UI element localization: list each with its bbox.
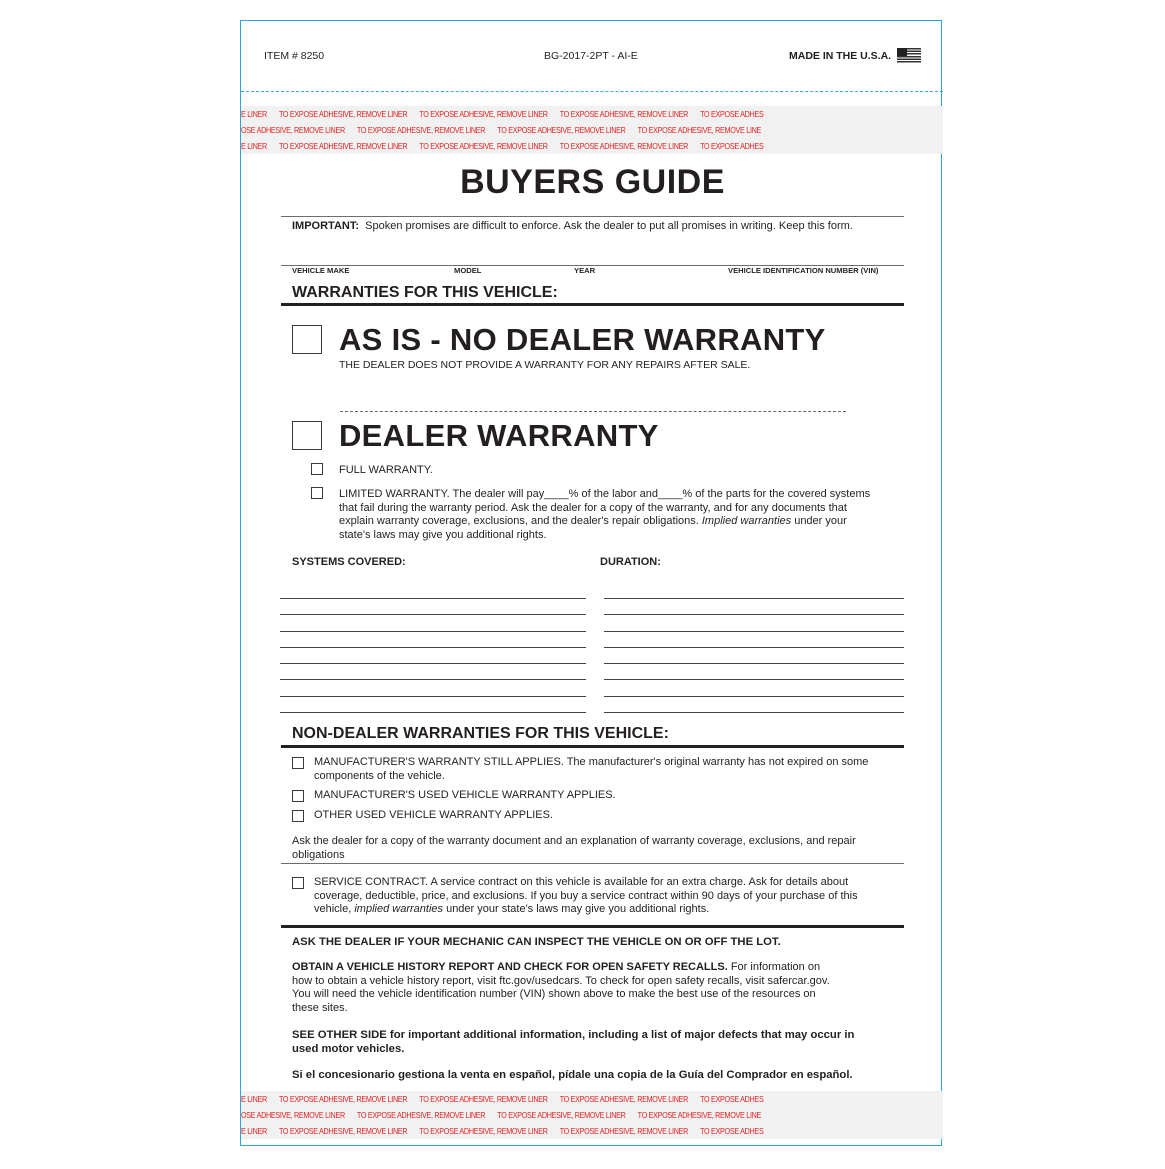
liner-row: OSE ADHESIVE, REMOVE LINER TO EXPOSE ADHESIVE, REMOVE LINER TO EXPOSE ADHESIVE, REMOVE LINER TO EXPOSE ADHESIVE, REMOVE LINE xyxy=(241,1110,762,1120)
as-is-checkbox[interactable] xyxy=(292,325,322,354)
other-used-warranty-text: OTHER USED VEHICLE WARRANTY APPLIES. xyxy=(314,809,554,821)
divider-thick xyxy=(281,303,904,306)
systems-covered-line[interactable] xyxy=(280,696,586,697)
vehicle-history-notice: OBTAIN A VEHICLE HISTORY REPORT AND CHECK FOR OPEN SAFETY RECALLS. For information on how to obtain a vehicle history report, visit ftc.gov/usedcars. To check for open safety recalls, visit safercar.gov. You will need the vehicle identification number (VIN) shown above to make the best use of the resources on these sites. xyxy=(292,961,830,1014)
page-title: BUYERS GUIDE xyxy=(460,163,725,201)
duration-line[interactable] xyxy=(604,696,904,697)
systems-covered-line[interactable] xyxy=(280,679,586,680)
limited-warranty-checkbox[interactable] xyxy=(311,487,323,499)
made-in-usa: MADE IN THE U.S.A. xyxy=(789,50,892,62)
non-dealer-heading: NON-DEALER WARRANTIES FOR THIS VEHICLE: xyxy=(292,725,669,742)
divider-thick xyxy=(281,925,904,928)
manufacturer-used-warranty-checkbox[interactable] xyxy=(292,790,304,802)
other-used-warranty-checkbox[interactable] xyxy=(292,810,304,822)
manufacturer-warranty-checkbox[interactable] xyxy=(292,757,304,769)
mechanic-inspection-notice: ASK THE DEALER IF YOUR MECHANIC CAN INSPECT THE VEHICLE ON OR OFF THE LOT. xyxy=(292,936,781,948)
limited-warranty-text: LIMITED WARRANTY. The dealer will pay____% of the labor and____% of the parts for the covered systems that fail during the warranty period. Ask the dealer for a copy of the warranty, and for any documents that explain warranty coverage, exclusions, and the dealer's repair obligations. Implied warranties under your state's laws may give you additional rights. xyxy=(339,488,871,541)
duration-label: DURATION: xyxy=(600,556,661,568)
dealer-warranty-checkbox[interactable] xyxy=(292,421,322,450)
perforation-line xyxy=(241,91,943,92)
divider xyxy=(281,216,904,217)
as-is-subtitle: THE DEALER DOES NOT PROVIDE A WARRANTY FOR ANY REPAIRS AFTER SALE. xyxy=(339,359,751,371)
liner-row: E LINER TO EXPOSE ADHESIVE, REMOVE LINER TO EXPOSE ADHESIVE, REMOVE LINER TO EXPOSE ADHESIVE, REMOVE LINER TO EXPOSE ADHES xyxy=(241,141,764,151)
year-label: YEAR xyxy=(574,266,596,275)
adhesive-liner-bottom xyxy=(241,1091,943,1139)
see-other-side-notice: SEE OTHER SIDE for important additional information, including a list of major defects that may occur in used motor vehicles. xyxy=(292,1029,855,1055)
form-code: BG-2017-2PT - AI-E xyxy=(544,50,638,62)
model-label: MODEL xyxy=(454,266,482,275)
duration-line[interactable] xyxy=(604,647,904,648)
liner-row: E LINER TO EXPOSE ADHESIVE, REMOVE LINER TO EXPOSE ADHESIVE, REMOVE LINER TO EXPOSE ADHESIVE, REMOVE LINER TO EXPOSE ADHES xyxy=(241,1094,764,1104)
duration-line[interactable] xyxy=(604,614,904,615)
dealer-warranty-title: DEALER WARRANTY xyxy=(339,418,659,453)
dashed-separator xyxy=(340,411,846,412)
full-warranty-label: FULL WARRANTY. xyxy=(339,464,433,476)
divider-thick xyxy=(281,745,904,748)
adhesive-liner-top xyxy=(241,106,943,154)
important-notice: IMPORTANT: Spoken promises are difficult to enforce. Ask the dealer to put all promises in writing. Keep this form. xyxy=(292,220,853,232)
divider xyxy=(281,863,904,864)
duration-line[interactable] xyxy=(604,598,904,599)
duration-line[interactable] xyxy=(604,631,904,632)
duration-line[interactable] xyxy=(604,663,904,664)
manufacturer-warranty-text: MANUFACTURER'S WARRANTY STILL APPLIES. The manufacturer's original warranty has not expired on some components of the vehicle. xyxy=(314,756,869,782)
liner-row: E LINER TO EXPOSE ADHESIVE, REMOVE LINER TO EXPOSE ADHESIVE, REMOVE LINER TO EXPOSE ADHESIVE, REMOVE LINER TO EXPOSE ADHES xyxy=(241,109,764,119)
vin-label: VEHICLE IDENTIFICATION NUMBER (VIN) xyxy=(728,266,879,275)
spanish-notice: Si el concesionario gestiona la venta en español, pídale una copia de la Guía del Comprador en español. xyxy=(292,1069,853,1081)
manufacturer-used-warranty-text: MANUFACTURER'S USED VEHICLE WARRANTY APPLIES. xyxy=(314,789,616,801)
warranty-document-note: Ask the dealer for a copy of the warranty document and an explanation of warranty coverage, exclusions, and repair obligations xyxy=(292,835,856,861)
service-contract-text: SERVICE CONTRACT. A service contract on this vehicle is available for an extra charge. Ask for details about coverage, deductible, price, and exclusions. If you buy a service contract within 90 days of your purchase of this vehicle, implied warranties under your state's laws may give you additional rights. xyxy=(314,876,858,915)
full-warranty-checkbox[interactable] xyxy=(311,463,323,475)
us-flag-icon xyxy=(897,48,921,63)
liner-row: E LINER TO EXPOSE ADHESIVE, REMOVE LINER TO EXPOSE ADHESIVE, REMOVE LINER TO EXPOSE ADHESIVE, REMOVE LINER TO EXPOSE ADHES xyxy=(241,1126,764,1136)
as-is-title: AS IS - NO DEALER WARRANTY xyxy=(339,322,826,357)
service-contract-checkbox[interactable] xyxy=(292,877,304,889)
systems-covered-line[interactable] xyxy=(280,712,586,713)
liner-row: OSE ADHESIVE, REMOVE LINER TO EXPOSE ADHESIVE, REMOVE LINER TO EXPOSE ADHESIVE, REMOVE LINER TO EXPOSE ADHESIVE, REMOVE LINE xyxy=(241,125,762,135)
systems-covered-label: SYSTEMS COVERED: xyxy=(292,556,406,568)
systems-covered-line[interactable] xyxy=(280,614,586,615)
duration-line[interactable] xyxy=(604,712,904,713)
systems-covered-line[interactable] xyxy=(280,598,586,599)
vehicle-make-label: VEHICLE MAKE xyxy=(292,266,350,275)
warranties-heading: WARRANTIES FOR THIS VEHICLE: xyxy=(292,284,558,301)
systems-covered-line[interactable] xyxy=(280,631,586,632)
item-number: ITEM # 8250 xyxy=(264,50,325,62)
systems-covered-line[interactable] xyxy=(280,647,586,648)
systems-covered-line[interactable] xyxy=(280,663,586,664)
duration-line[interactable] xyxy=(604,679,904,680)
